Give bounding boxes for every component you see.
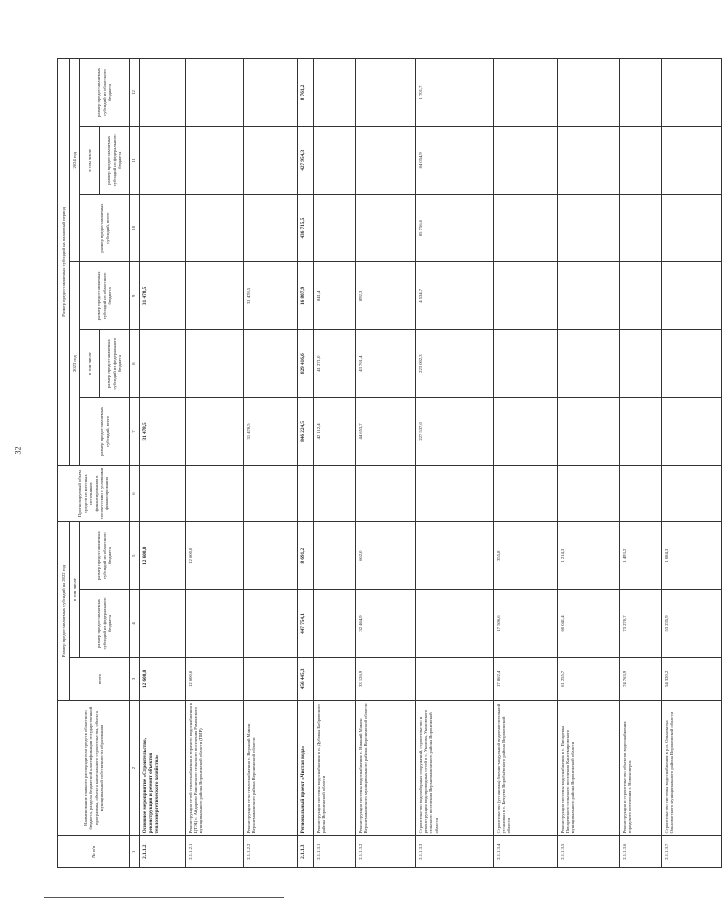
regional-2023: 16 807,9: [298, 262, 314, 330]
local-funds: [558, 465, 620, 521]
regional-2023: 31 478,5: [140, 262, 186, 330]
table-row: [356, 59, 416, 868]
total-2023: 44 653,7: [356, 398, 416, 466]
local-funds: [662, 465, 722, 521]
federal-2022: 53 235,9: [662, 590, 722, 658]
regional-2023: [558, 262, 620, 330]
header-2022-including: в том числе: [70, 522, 80, 658]
rotated-table-wrapper: [57, 58, 674, 868]
total-2023: 846 224,5: [298, 398, 314, 466]
table-body: [140, 59, 722, 868]
header-2022-total: всего: [70, 657, 130, 700]
header-2023-including: в том числе: [80, 330, 100, 398]
regional-2023: 31 478,5: [244, 262, 298, 330]
regional-2024: [662, 59, 722, 127]
local-funds: [314, 465, 356, 521]
col-number: 1: [130, 836, 140, 868]
regional-2023: 4 534,7: [416, 262, 494, 330]
regional-2022: 1 214,3: [558, 522, 620, 590]
local-funds: [140, 465, 186, 521]
total-2022: 12 600,0: [140, 657, 186, 700]
federal-2022: 73 270,7: [620, 590, 662, 658]
local-funds: [416, 465, 494, 521]
row-name: Реконструкция системы водоснабжения в п. Дубовка Бобровского района Воронежской области: [314, 700, 356, 836]
total-2022: 74 763,9: [620, 657, 662, 700]
header-2022-fed: размер предоставляемых субсидий из федерального бюджета: [80, 590, 130, 658]
total-2024: [620, 194, 662, 262]
row-number: 2.1.1.2.2: [244, 836, 298, 868]
header-2024-reg: размер предоставляемых субсидий из областного бюджета: [80, 59, 130, 127]
row-number: 2.1.1.3: [298, 836, 314, 868]
regional-2022: [244, 522, 298, 590]
total-2022: 17 862,4: [494, 657, 558, 700]
header-2022: Размер предоставляемых субсидий на 2022 год: [58, 522, 70, 701]
local-funds: [494, 465, 558, 521]
federal-2023: [140, 330, 186, 398]
row-number: 2.1.1.3.7: [662, 836, 722, 868]
federal-2022: 447 754,1: [298, 590, 314, 658]
table-row: [416, 59, 494, 868]
total-2022: 33 126,9: [356, 657, 416, 700]
header-plan: Размер предоставляемых субсидий на плановый период: [58, 59, 70, 466]
col-number: 5: [130, 522, 140, 590]
federal-2024: [620, 126, 662, 194]
regional-2024: [356, 59, 416, 127]
row-number: 2.1.1.3.4: [494, 836, 558, 868]
regional-2023: [620, 262, 662, 330]
header-2023-total: размер предоставляемых субсидий, всего: [80, 398, 130, 466]
local-funds: [186, 465, 244, 521]
federal-2022: [244, 590, 298, 658]
table-row: [662, 59, 722, 868]
footer-rule: [44, 897, 284, 898]
total-2023: [558, 398, 620, 466]
total-2022: 456 445,3: [298, 657, 314, 700]
regional-2022: 12 600,0: [140, 522, 186, 590]
federal-2022: [140, 590, 186, 658]
total-2022: [314, 657, 356, 700]
local-funds: [244, 465, 298, 521]
col-number: 7: [130, 398, 140, 466]
row-name: Реконструкция сети теплоснабжения с. Верхний Мамон Верхнемамонского района Воронежской области: [244, 700, 298, 836]
federal-2023: 223 002,3: [416, 330, 494, 398]
row-number: 2.1.1.2.1: [186, 836, 244, 868]
federal-2022: 17 506,6: [494, 590, 558, 658]
row-name: Реконструкция системы водоснабжения в с. Писаревка Писаревского сельского поселения Кантемировского муниципального района Воронежской области: [558, 700, 620, 836]
total-2023: 42 112,4: [314, 398, 356, 466]
total-2023: 31 478,5: [140, 398, 186, 466]
row-name: Строительство водозаборных сооружений, строительство и реконструкция водопроводных сетей в с. Уколова, Уколовского сельского поселения Верхнемамонского района Воронежской области: [416, 700, 494, 836]
total-2024: [186, 194, 244, 262]
regional-2022: 1 084,3: [662, 522, 722, 590]
regional-2023: [494, 262, 558, 330]
header-2022-reg: размер предоставляемых субсидий из областного бюджета: [80, 522, 130, 590]
regional-2024: [558, 59, 620, 127]
row-name: Реконструкция сетей теплоснабжения и горячего водоснабжения в ЦТЭЦ с. Айдарово Рамонского сельского поселения Рамонского муниципального района Воронежской области (ПИР): [186, 700, 244, 836]
col-number: 6: [130, 465, 140, 521]
local-funds: [620, 465, 662, 521]
federal-2022: 32 464,9: [356, 590, 416, 658]
federal-2024: [356, 126, 416, 194]
page-number: 32: [13, 446, 23, 455]
row-name: Строительство системы водоснабжения в р.п. Ольховатка Ольховатского муниципального района Воронежской области: [662, 700, 722, 836]
table-row: [140, 59, 186, 868]
table-row: [558, 59, 620, 868]
regional-2024: [186, 59, 244, 127]
col-number: 4: [130, 590, 140, 658]
row-number: 2.1.1.3.1: [314, 836, 356, 868]
row-name: Основное мероприятие «Строительство, реконструкция и ремонт объектов теплоэнергетического хозяйства»: [140, 700, 186, 836]
regional-2024: [314, 59, 356, 127]
regional-2024: 8 761,2: [298, 59, 314, 127]
total-2024: [558, 194, 620, 262]
regional-2024: 1 701,7: [416, 59, 494, 127]
total-2022: 61 255,7: [558, 657, 620, 700]
local-funds: [356, 465, 416, 521]
federal-2022: [186, 590, 244, 658]
regional-2022: 12 600,0: [186, 522, 244, 590]
regional-2023: [662, 262, 722, 330]
federal-2023: 43 761,4: [356, 330, 416, 398]
regional-2022: 8 691,2: [298, 522, 314, 590]
regional-2022: 662,0: [356, 522, 416, 590]
federal-2023: [494, 330, 558, 398]
header-2024-total: размер предоставляемых субсидий, всего: [80, 194, 130, 262]
total-2024: [244, 194, 298, 262]
col-number: 12: [130, 59, 140, 127]
federal-2023: 829 416,6: [298, 330, 314, 398]
total-2024: 436 715,5: [298, 194, 314, 262]
header-name: Наименование главного распорядителя средств областного бюджета, раздела бюджетной классификации государственной программы, объекта капитального строительства, объекта муниципальной собственности образования: [58, 700, 130, 836]
total-2024: [356, 194, 416, 262]
row-number: 2.1.1.3.3: [416, 836, 494, 868]
total-2023: [662, 398, 722, 466]
regional-2024: [140, 59, 186, 127]
total-2023: [186, 398, 244, 466]
total-2022: [416, 657, 494, 700]
regional-2022: 355,8: [494, 522, 558, 590]
regional-2024: [244, 59, 298, 127]
federal-2024: [140, 126, 186, 194]
header-forecast: Прогнозируемый объем средств из местных источников финансирования в соответствии с условиями финансирования: [58, 465, 130, 521]
total-2024: 85 756,6: [416, 194, 494, 262]
col-number: 10: [130, 194, 140, 262]
table-row: [314, 59, 356, 868]
table-row: [298, 59, 314, 868]
total-2022: 54 320,2: [662, 657, 722, 700]
total-2023: 227 537,0: [416, 398, 494, 466]
col-number: 3: [130, 657, 140, 700]
row-number: 2.1.1.3.5: [558, 836, 620, 868]
federal-2023: [662, 330, 722, 398]
table-row: [244, 59, 298, 868]
total-2023: 31 478,5: [244, 398, 298, 466]
total-2023: [494, 398, 558, 466]
regional-2022: [314, 522, 356, 590]
header-2023: 2023 год: [70, 262, 80, 465]
header-2024-fed: размер предоставляемых субсидий из федерального бюджета: [100, 126, 130, 194]
federal-2022: [416, 590, 494, 658]
local-funds: [298, 465, 314, 521]
header-2023-reg: размер предоставляемых субсидий из областного бюджета: [80, 262, 130, 330]
federal-2024: 427 954,3: [298, 126, 314, 194]
header-2023-fed: размер предоставляемых субсидий из федерального бюджета: [100, 330, 130, 398]
row-number: 2.1.1.2: [140, 836, 186, 868]
row-name: Строительство (установка) блочно-модульной водоочистительной установки в с. Бечуево Воробьёвского района Воронежской области: [494, 700, 558, 836]
regional-2024: [620, 59, 662, 127]
total-2022: 12 600,0: [186, 657, 244, 700]
subsidy-table: [57, 58, 722, 868]
total-2023: [620, 398, 662, 466]
col-number: 8: [130, 330, 140, 398]
regional-2024: [494, 59, 558, 127]
col-number: 11: [130, 126, 140, 194]
total-2024: [314, 194, 356, 262]
federal-2024: [662, 126, 722, 194]
federal-2024: [186, 126, 244, 194]
regional-2022: 1 493,2: [620, 522, 662, 590]
row-name: Региональный проект «Чистая вода»: [298, 700, 314, 836]
total-2024: [140, 194, 186, 262]
header-2024: 2024 год: [70, 59, 80, 262]
total-2022: [244, 657, 298, 700]
federal-2023: [244, 330, 298, 398]
federal-2022: 60 041,4: [558, 590, 620, 658]
federal-2023: 41 271,0: [314, 330, 356, 398]
row-number: 2.1.1.3.6: [620, 836, 662, 868]
header-2024-including: в том числе: [80, 126, 100, 194]
federal-2023: [620, 330, 662, 398]
regional-2023: [186, 262, 244, 330]
total-2024: [494, 194, 558, 262]
federal-2024: [314, 126, 356, 194]
column-numbers-row: [130, 59, 140, 868]
federal-2023: [558, 330, 620, 398]
table-row: [494, 59, 558, 868]
regional-2023: 841,4: [314, 262, 356, 330]
row-number: 2.1.1.3.2: [356, 836, 416, 868]
col-number: 2: [130, 700, 140, 836]
total-2024: [662, 194, 722, 262]
federal-2024: [244, 126, 298, 194]
regional-2023: 892,3: [356, 262, 416, 330]
federal-2024: [558, 126, 620, 194]
header-num: № п/п: [58, 836, 130, 868]
row-name: Реконструкция и строительство объектов водоснабжения городского поселения г. Новохоперск: [620, 700, 662, 836]
table-row: [620, 59, 662, 868]
table-row: [186, 59, 244, 868]
row-name: Реконструкция системы водоснабжения с. Нижний Мамон Верхнемамонского муниципального района Воронежской области: [356, 700, 416, 836]
regional-2022: [416, 522, 494, 590]
federal-2022: [314, 590, 356, 658]
federal-2024: [494, 126, 558, 194]
federal-2024: 84 054,9: [416, 126, 494, 194]
federal-2023: [186, 330, 244, 398]
col-number: 9: [130, 262, 140, 330]
